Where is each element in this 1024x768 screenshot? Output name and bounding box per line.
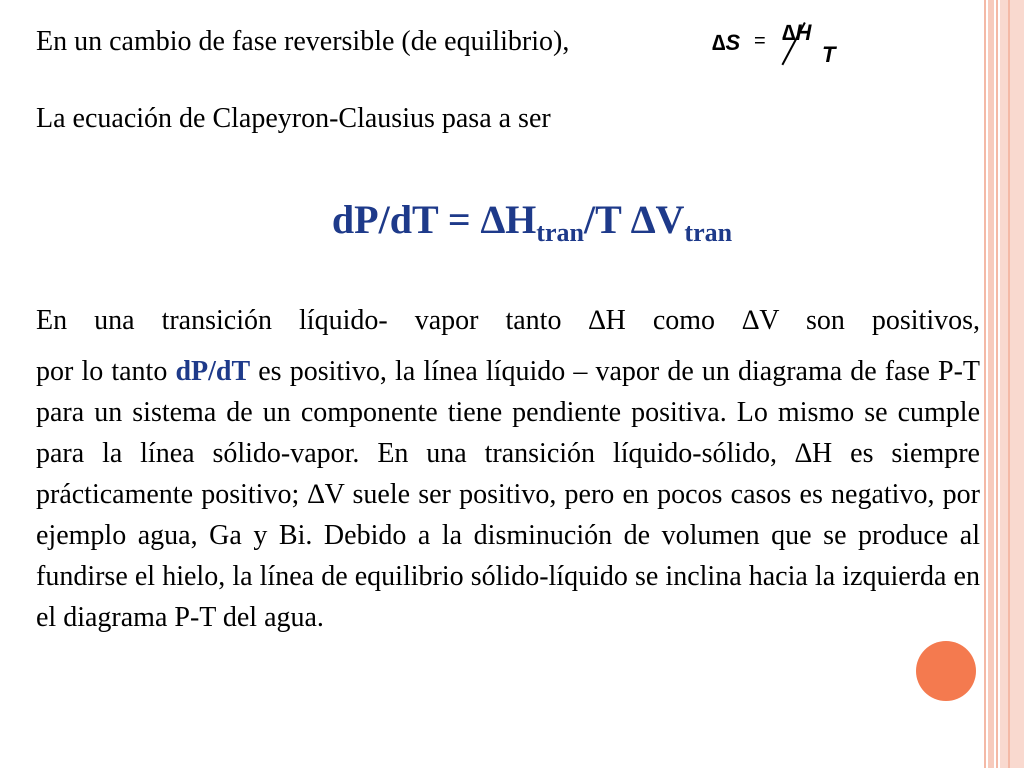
paragraph-text-b: es positivo, la línea líquido – vapor de un diagrama de fase P-T para un sistema de un componente tiene pendiente positiva. Lo mismo se cumple para la línea sólido-vapor. En una transición líquido-sólido, ∆H es siempre prácticamente positivo; ∆V suele ser positivo, pero en pocos casos es negativo, por ejemplo agua, Ga y Bi. Debido a la disminución de volumen que se produce al fundirse el hielo, la línea de equilibrio sólido-líquido se inclina hacia la izquierda en el diagrama P-T del agua. (36, 356, 980, 633)
clapeyron-intro: La ecuación de Clapeyron-Clausius pasa a ser (36, 103, 551, 134)
equation-sub2: tran (684, 218, 733, 247)
paragraph-text-a: por lo tanto (36, 356, 176, 387)
enthalpy-delta: ∆H (782, 20, 812, 45)
temperature: T (822, 42, 836, 67)
stripe (984, 0, 986, 768)
stripe (1000, 0, 1024, 768)
entropy-formula (712, 22, 852, 74)
stripe (996, 0, 998, 768)
equation-sub1: tran (536, 218, 584, 247)
stripe (988, 0, 994, 768)
paragraph-first-line: En una transición líquido- vapor tanto ∆H como ∆V son positivos, (36, 305, 980, 336)
equation-part2: /T ∆V (583, 197, 685, 242)
entropy-delta: ∆S (712, 30, 741, 55)
stripe (1008, 0, 1010, 768)
intro-line: En un cambio de fase reversible (de equilibrio), (36, 26, 570, 57)
decorative-orange-circle (916, 641, 976, 701)
explanation-paragraph (36, 300, 980, 638)
decorative-side-stripes (984, 0, 1024, 768)
equation-part1: dP/dT = ∆H (331, 197, 537, 242)
equals-sign: = (754, 30, 766, 52)
paragraph-highlight: dP/dT (175, 356, 251, 387)
clapeyron-equation (0, 196, 1024, 248)
